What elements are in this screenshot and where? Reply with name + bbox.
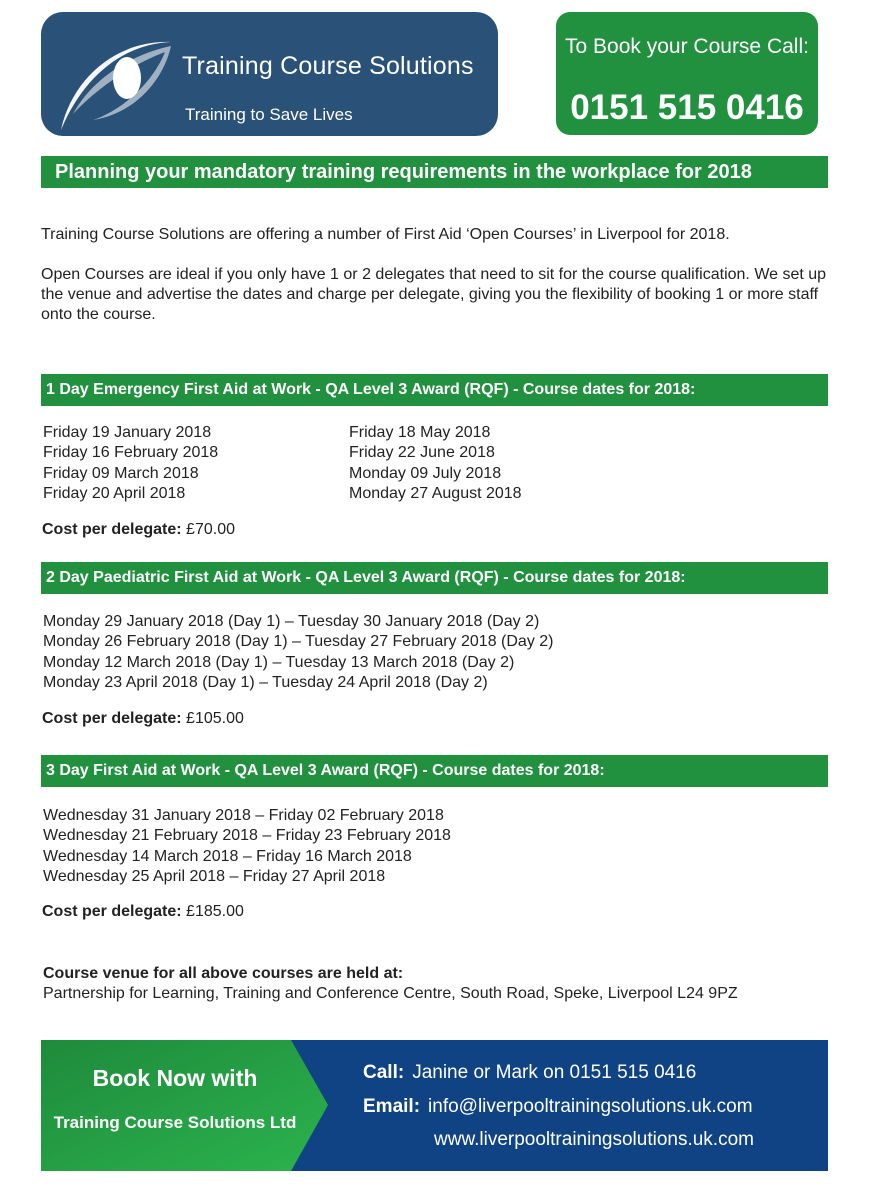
cost-value: £70.00 bbox=[186, 521, 235, 538]
venue-heading: Course venue for all above courses are held at: bbox=[43, 965, 404, 982]
date-item: Friday 22 June 2018 bbox=[349, 444, 495, 462]
course-1-dates-column-2 bbox=[349, 423, 522, 504]
course-2-cost bbox=[42, 710, 244, 728]
course-1-dates-column-1 bbox=[43, 423, 218, 504]
date-item: Monday 26 February 2018 (Day 1) – Tuesday 27 February 2018 (Day 2) bbox=[43, 633, 554, 651]
eye-logo-icon bbox=[53, 22, 173, 132]
date-item: Friday 16 February 2018 bbox=[43, 444, 219, 462]
logo-banner bbox=[41, 12, 498, 136]
logo-title: Training Course Solutions bbox=[182, 52, 474, 80]
cost-label: Cost per delegate: bbox=[42, 710, 182, 727]
footer-company-name: Training Course Solutions Ltd bbox=[53, 1113, 297, 1132]
date-item: Friday 09 March 2018 bbox=[43, 464, 199, 482]
date-item: Monday 12 March 2018 (Day 1) – Tuesday 13 March 2018 (Day 2) bbox=[43, 653, 515, 671]
call-text[interactable]: Janine or Mark on 0151 515 0416 bbox=[412, 1062, 697, 1083]
date-item: Monday 29 January 2018 (Day 1) – Tuesday 30 January 2018 (Day 2) bbox=[43, 613, 540, 630]
page-title: Planning your mandatory training requirements in the workplace for 2018 bbox=[41, 156, 828, 188]
call-label: Call: bbox=[363, 1062, 405, 1083]
course-2-dates bbox=[43, 612, 554, 693]
course-1-heading: 1 Day Emergency First Aid at Work - QA Level 3 Award (RQF) - Course dates for 2018: bbox=[41, 374, 828, 406]
date-item: Wednesday 25 April 2018 – Friday 27 April 2018 bbox=[43, 867, 386, 885]
intro-paragraph-2: Open Courses are ideal if you only have 1 or 2 delegates that need to sit for the course qualification. We set up the venue and advertise the dates and charge per delegate, giving you the flexibility of booking 1 or more staff onto the course. bbox=[41, 266, 827, 323]
venue-address: Partnership for Learning, Training and Conference Centre, South Road, Speke, Liverpool L24 9PZ bbox=[43, 985, 738, 1002]
footer-call-line bbox=[363, 1062, 696, 1084]
date-item: Wednesday 14 March 2018 – Friday 16 March 2018 bbox=[43, 847, 412, 865]
date-item: Monday 09 July 2018 bbox=[349, 464, 502, 482]
cost-value: £105.00 bbox=[186, 710, 244, 727]
course-2-heading: 2 Day Paediatric First Aid at Work - QA Level 3 Award (RQF) - Course dates for 2018: bbox=[41, 562, 828, 594]
email-label: Email: bbox=[363, 1096, 421, 1117]
course-3-dates bbox=[43, 806, 451, 887]
booking-phone-number[interactable]: 0151 515 0416 bbox=[570, 88, 804, 127]
date-item: Monday 23 April 2018 (Day 1) – Tuesday 24 April 2018 (Day 2) bbox=[43, 673, 488, 691]
date-item: Friday 19 January 2018 bbox=[43, 424, 212, 441]
footer-banner bbox=[41, 1040, 828, 1171]
email-link[interactable]: info@liverpooltrainingsolutions.uk.com bbox=[428, 1096, 753, 1117]
course-3-heading: 3 Day First Aid at Work - QA Level 3 Award (RQF) - Course dates for 2018: bbox=[41, 755, 828, 787]
cost-label: Cost per delegate: bbox=[42, 521, 182, 538]
booking-label: To Book your Course Call: bbox=[565, 35, 809, 58]
book-now-heading: Book Now with bbox=[92, 1065, 258, 1091]
footer-email-line bbox=[363, 1096, 753, 1118]
date-item: Wednesday 21 February 2018 – Friday 23 February 2018 bbox=[43, 827, 451, 845]
website-link[interactable]: www.liverpooltrainingsolutions.uk.com bbox=[434, 1129, 754, 1150]
footer-arrow-panel bbox=[41, 1040, 331, 1171]
cost-value: £185.00 bbox=[186, 903, 244, 920]
course-1-cost bbox=[42, 521, 235, 539]
booking-callout bbox=[556, 12, 818, 135]
date-item: Friday 20 April 2018 bbox=[43, 484, 186, 502]
course-3-cost bbox=[42, 903, 244, 921]
logo-tagline: Training to Save Lives bbox=[185, 105, 353, 124]
date-item: Friday 18 May 2018 bbox=[349, 424, 491, 441]
cost-label: Cost per delegate: bbox=[42, 903, 182, 920]
date-item: Wednesday 31 January 2018 – Friday 02 February 2018 bbox=[43, 807, 444, 824]
intro-paragraph-1: Training Course Solutions are offering a number of First Aid ‘Open Courses’ in Liverpool for 2018. bbox=[41, 226, 730, 243]
date-item: Monday 27 August 2018 bbox=[349, 484, 522, 502]
